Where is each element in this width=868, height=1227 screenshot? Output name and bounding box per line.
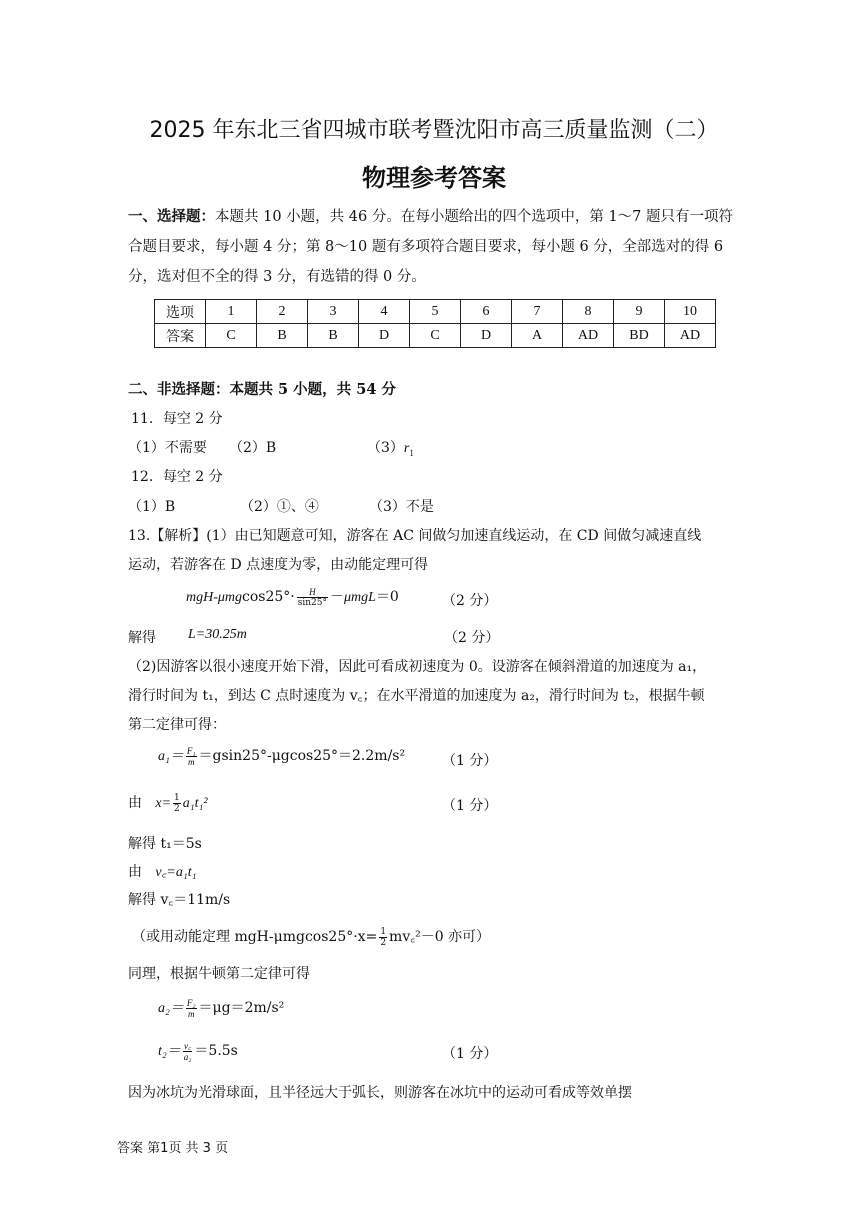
answer-cell: A [512,324,563,348]
eq6-lhs: t₂＝ [158,1044,181,1059]
row-label-options: 选项 [155,300,206,324]
q13-solution-1-value: L=30.25m [188,627,247,642]
question-number-cell: 10 [665,300,716,324]
q13-solution-1-label: 解得 [128,630,156,646]
q13-equation-1-score: （2 分） [442,593,498,609]
q13-para1-line2: 运动，若游客在 D 点速度为零，由动能定理可得 [128,557,429,573]
answer-cell: B [257,324,308,348]
q12-heading: 12．每空 2 分 [131,469,223,485]
alt-part-b: mv꜀²－0 亦可） [389,929,491,945]
eq5-numerator: F₂ [186,997,196,1008]
answer-table-row-answers [155,324,716,348]
answer-cell: AD [665,324,716,348]
q13-para1-line1: 13.【解析】(1）由已知题意可知，游客在 AC 间做匀加速直线运动，在 CD 间做匀减速直线 [128,528,702,544]
q12-answer-3: （3）不是 [369,499,434,515]
q13-equation-2 [158,745,405,767]
eq5-lhs: a₂＝ [158,1001,184,1016]
q13-solution-3: 解得 v꜀＝11m/s [128,892,231,908]
q11-answer-3 [367,437,414,458]
question-number-cell: 3 [308,300,359,324]
q13-equation-6 [158,1040,238,1062]
q13-solution-1-score: （2 分） [444,630,500,646]
q11-answer-3-var: r [403,441,410,456]
q11-answer-1: （1）不需要 [128,440,207,456]
eq4-label: 由 [128,864,142,880]
question-number-cell: 9 [614,300,665,324]
q13-same-reasoning: 同理，根据牛顿第二定律可得 [128,966,310,982]
answer-cell: B [308,324,359,348]
q13-equation-1 [186,586,399,608]
answer-table [154,299,716,348]
answer-cell: D [359,324,410,348]
eq6-rhs: ＝5.5s [194,1043,238,1059]
q13-para2-line3: 第二定律可得： [128,717,226,733]
q11-answer-3-sub: 1 [409,447,414,458]
eq2-lhs: a₁＝ [158,749,184,764]
q12-answer-1: （1）B [128,499,176,515]
q13-equation-3 [128,792,208,814]
q11-answer-3-label: （3） [367,440,404,456]
section-1-instructions [128,202,746,292]
answer-cell: BD [614,324,665,348]
eq2-fraction [186,746,197,767]
question-number-cell: 4 [359,300,410,324]
eq1-part-e: ＝0 [375,589,399,605]
page-footer: 答案 第1页 共 3 页 [117,1141,229,1156]
q13-last-line: 因为冰坑为光滑球面，且半径远大于弧长，则游客在冰坑中的运动可看成等效单摆 [128,1085,632,1101]
eq6-denominator: a₂ [183,1051,192,1062]
q13-solution-2: 解得 t₁＝5s [128,836,202,852]
answer-cell: AD [563,324,614,348]
answer-cell: D [461,324,512,348]
section-1-text: 本题共 10 小题，共 46 分。在每小题给出的四个选项中，第 1～7 题只有一项符合题目要求，每小题 4 分；第 8～10 题有多项符合题目要求，每小题 6 分，全部选对的得 6 分，选对但不全的得 3 分，有选错的得 0 分。 [128,209,734,285]
page-subtitle: 物理参考答案 [362,164,506,192]
question-number-cell: 6 [461,300,512,324]
eq2-rhs: ＝gsin25°-μgcos25°＝2.2m/s² [198,748,406,764]
eq3-rhs: a₁t₁² [182,796,208,811]
answer-cell: C [206,324,257,348]
eq3-numerator: 1 [174,792,180,803]
question-number-cell: 8 [563,300,614,324]
alt-fraction [379,927,387,948]
eq5-fraction [186,998,197,1019]
eq3-lhs: x= [155,796,172,811]
eq6-fraction [183,1041,193,1062]
eq4-body: v꜀=a₁t₁ [155,865,197,880]
question-number-cell: 1 [206,300,257,324]
section-1-lead: 一、选择题： [128,208,215,225]
q12-answer-2: （2）①、④ [240,499,319,515]
alt-denominator: 2 [380,937,387,948]
q13-alternative [132,926,490,948]
eq3-fraction [173,793,181,814]
eq6-numerator: v꜀ [184,1040,192,1051]
alt-part-a: （或用动能定理 mgH-μmgcos25°·x= [132,929,378,945]
eq5-denominator: m [187,1008,195,1019]
eq3-denominator: 2 [174,803,180,814]
page-title: 2025 年东北三省四城市联考暨沈阳市高三质量监测（二） [149,118,719,143]
q11-answer-2: （2）B [229,440,277,456]
q13-equation-2-score: （1 分） [442,753,498,769]
eq1-part-a: mgH-μmg [186,590,243,605]
eq1-part-d: μmgL [344,590,376,605]
section-2-heading: 二、非选择题：本题共 5 小题，共 54 分 [128,381,396,398]
q11-heading: 11．每空 2 分 [131,411,223,427]
question-number-cell: 2 [257,300,308,324]
question-number-cell: 5 [410,300,461,324]
q13-equation-6-score: （1 分） [442,1046,498,1062]
answer-cell: C [410,324,461,348]
row-label-answers: 答案 [155,324,206,348]
q13-equation-3-score: （1 分） [442,798,498,814]
eq1-part-c: － [330,589,344,605]
eq5-rhs: ＝μg＝2m/s² [198,1000,285,1016]
eq1-denominator: sin25° [297,597,327,608]
alt-numerator: 1 [380,926,387,937]
q13-para2-line1: （2)因游客以很小速度开始下滑，因此可看成初速度为 0。设游客在倾斜滑道的加速度为 a₁， [128,659,707,675]
eq3-label: 由 [128,795,142,811]
question-number-cell: 7 [512,300,563,324]
answer-table-row-options [155,300,716,324]
q13-equation-4 [128,861,197,881]
eq2-denominator: m [187,756,195,767]
eq1-numerator: H [297,587,328,598]
eq1-part-b: cos25°· [242,589,295,605]
q13-para2-line2: 滑行时间为 t₁，到达 C 点时速度为 v꜀；在水平滑道的加速度为 a₂，滑行时间为 t₂，根据牛顿 [128,688,705,704]
q13-equation-5 [158,997,284,1019]
eq1-fraction [297,587,328,608]
eq2-numerator: F₁ [186,745,196,756]
